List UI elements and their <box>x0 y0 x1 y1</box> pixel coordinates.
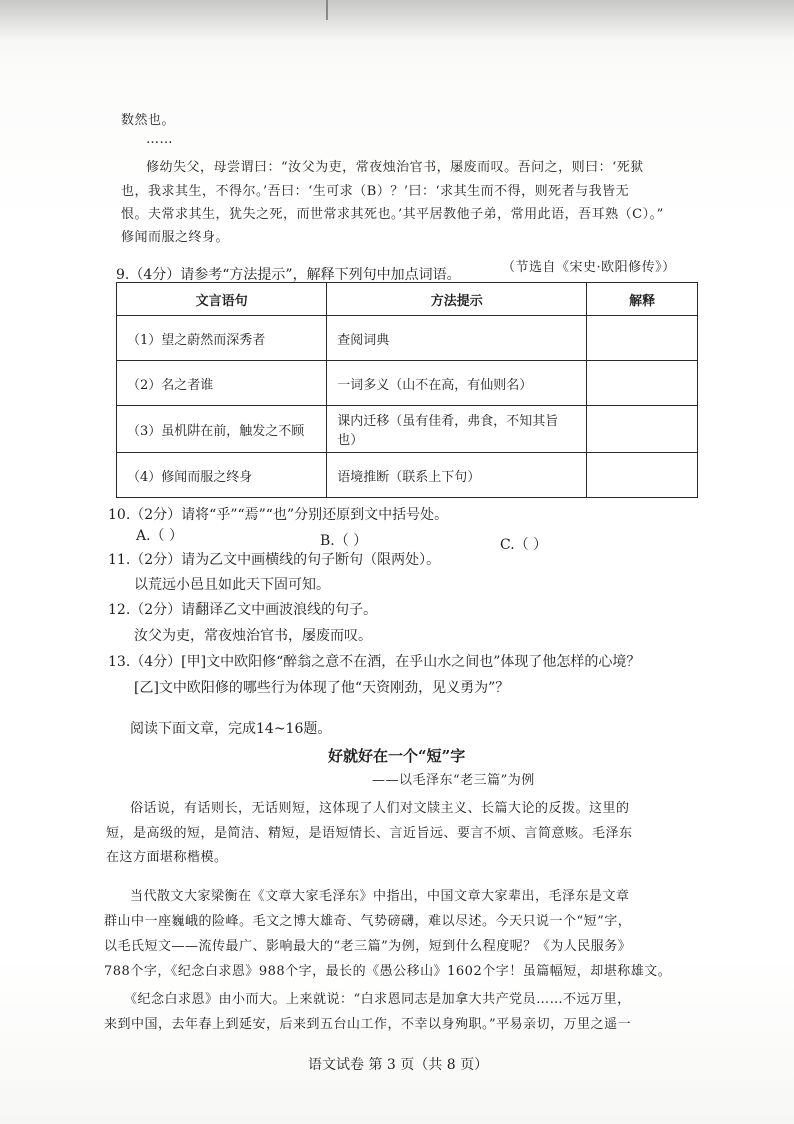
table-cell-answer[interactable] <box>587 453 698 498</box>
question-13-part2: [乙]文中欧阳修的哪些行为体现了他“天资刚劲，见义勇为”？ <box>134 680 510 696</box>
table-cell-sentence: （3）虽机阱在前，触发之不顾 <box>117 406 327 453</box>
table-header-explanation: 解释 <box>587 283 698 316</box>
article-line-4: 群山中一座巍峨的险峰。毛文之博大雄奇、气势磅礴，难以尽述。今天只说一个“短”字， <box>104 914 632 929</box>
section-instruction: 阅读下面文章，完成14~16题。 <box>130 721 332 737</box>
table-row <box>117 316 698 361</box>
method-table <box>116 282 698 498</box>
article-line-1: 短，是高级的短，是简洁、精短，是语短情长、言近旨远、要言不烦、言简意赅。毛泽东 <box>106 826 633 841</box>
table-cell-sentence: （2）名之者谁 <box>117 361 327 406</box>
scan-shadow <box>0 0 794 40</box>
table-cell-method: 查阅词典 <box>327 316 587 361</box>
article-line-2: 在这方面堪称楷模。 <box>106 850 228 865</box>
article-title: 好就好在一个“短”字 <box>328 747 466 765</box>
article-line-8: 来到中国，去年春上到延安，后来到五台山工作，不幸以身殉职。”平易亲切，万里之遥一 <box>104 1017 632 1032</box>
table-cell-sentence: （1）望之蔚然而深秀者 <box>117 316 327 361</box>
article-line-0: 俗话说，有话则长，无话则短，这体现了人们对文牍主义、长篇大论的反拨。这里的 <box>130 801 630 816</box>
table-cell-answer[interactable] <box>587 361 698 406</box>
table-cell-method: 语境推断（联系上下句） <box>327 453 587 498</box>
question-10: 10.（2分）请将“乎”“焉”“也”分别还原到文中括号处。 <box>108 507 449 523</box>
table-cell-sentence: （4）修闻而服之终身 <box>117 453 327 498</box>
table-row <box>117 406 698 453</box>
passage-line-4: 修闻而服之终身。 <box>121 230 230 245</box>
article-line-3: 当代散文大家梁衡在《文章大家毛泽东》中指出，中国文章大家辈出，毛泽东是文章 <box>130 889 630 904</box>
passage-ellipsis: …… <box>146 132 173 147</box>
question-11: 11.（2分）请为乙文中画横线的句子断句（限两处）。 <box>108 552 441 568</box>
answer-c: C.（ ） <box>500 537 548 553</box>
table-cell-method: 一词多义（山不在高，有仙则名） <box>327 361 587 406</box>
article-line-7: 《纪念白求恩》由小而大。上来就说：“白求恩同志是加拿大共产党员……不远万里， <box>124 992 631 1007</box>
passage-line-1: 修幼失父，母尝谓曰：“汝父为吏，常夜烛治官书，屡废而叹。吾问之，则曰：‘死狱 <box>146 160 644 175</box>
article-line-5: 以毛氏短文——流传最广、影响最大的“老三篇”为例，短到什么程度呢？《为人民服务》 <box>104 939 632 954</box>
table-cell-answer[interactable] <box>587 316 698 361</box>
passage-line-2: 也，我求其生，不得尔。’吾曰：‘生可求（B）？’曰：‘求其生而不得，则死者与我皆无 <box>121 184 630 199</box>
answer-b: B.（ ） <box>320 533 368 549</box>
question-13: 13.（4分）[甲]文中欧阳修“醉翁之意不在酒，在乎山水之间也”体现了他怎样的心境？ <box>108 654 641 670</box>
table-row <box>117 453 698 498</box>
article-line-6: 788个字，《纪念白求恩》988个字，最长的《愚公移山》1602个字！虽篇幅短，却堪称雄文。 <box>104 964 672 979</box>
answer-a: A.（ ） <box>136 528 184 544</box>
passage-source: （节选自《宋史·欧阳修传》） <box>502 260 676 275</box>
table-row <box>117 361 698 406</box>
table-cell-method: 课内迁移（虽有佳肴，弗食，不知其旨也） <box>327 406 587 453</box>
passage-line-0: 数然也。 <box>121 113 176 128</box>
question-11-sentence: 以荒远小邑且如此天下固可知。 <box>134 577 330 593</box>
fold-mark <box>326 0 328 20</box>
table-header-sentence: 文言语句 <box>117 283 327 316</box>
question-12-sentence: 汝父为吏，常夜烛治官书，屡废而叹。 <box>134 628 372 644</box>
article-subtitle: ——以毛泽东“老三篇”为例 <box>372 773 535 788</box>
page-footer: 语文试卷 第 3 页（共 8 页） <box>308 1057 489 1073</box>
question-9: 9.（4分）请参考“方法提示”，解释下列句中加点词语。 <box>116 267 461 283</box>
table-cell-answer[interactable] <box>587 406 698 453</box>
table-header-method: 方法提示 <box>327 283 587 316</box>
question-12: 12.（2分）请翻译乙文中画波浪线的句子。 <box>108 602 378 618</box>
passage-line-3: 恨。夫常求其生，犹失之死，而世常求其死也。’其平居教他子弟，常用此语，吾耳熟（C）。” <box>121 207 664 222</box>
